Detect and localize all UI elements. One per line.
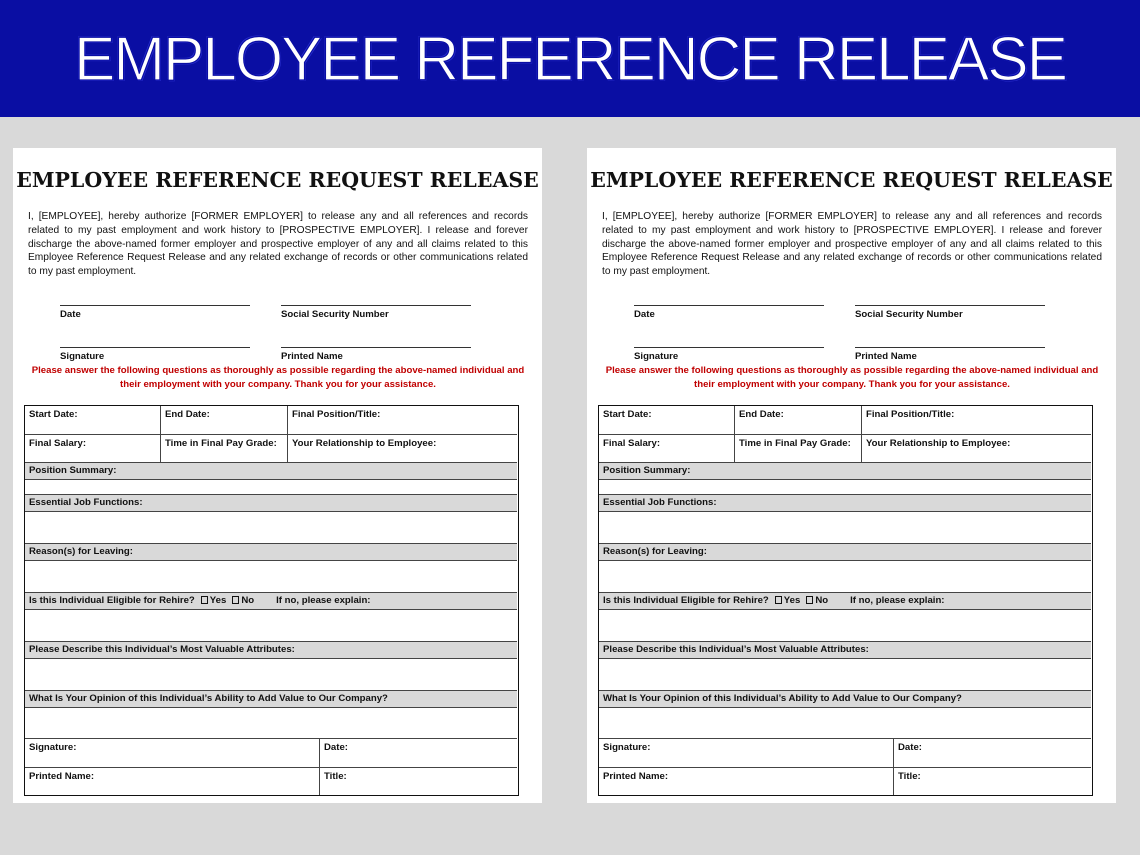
yes-label: Yes	[209, 595, 227, 606]
printed-name-field-label: Printed Name:	[603, 771, 669, 782]
signature-cell[interactable]	[25, 739, 319, 767]
yes-label: Yes	[783, 595, 801, 606]
reference-form-table	[598, 405, 1093, 796]
ssn-line[interactable]	[281, 305, 471, 306]
authorization-paragraph: I, [EMPLOYEE], hereby authorize [FORMER EMPLOYER] to release any and all references and records related to my past employment and work history to [PROSPECTIVE EMPLOYER]. I release and forever discharge the above-named former employer and prospective employer of any and all claims related to this Employee Reference Request Release and any related exchange of records or other communications related to my past employment.	[602, 211, 1102, 278]
position-summary-field[interactable]	[25, 480, 517, 495]
signature-field-label: Signature:	[603, 742, 651, 753]
relationship-label: Your Relationship to Employee:	[866, 438, 1011, 449]
start-date-label: Start Date:	[603, 409, 652, 420]
final-salary-cell[interactable]	[599, 435, 734, 462]
signature-line[interactable]	[60, 347, 250, 348]
date-line[interactable]	[60, 305, 250, 306]
ssn-label: Social Security Number	[281, 309, 389, 320]
date-cell[interactable]	[319, 739, 517, 767]
attributes-label: Please Describe this Individual’s Most Valuable Attributes:	[29, 644, 295, 655]
time-in-grade-label: Time in Final Pay Grade:	[739, 438, 851, 449]
position-summary-header	[599, 463, 1091, 480]
document-page-right	[587, 148, 1116, 803]
ssn-line[interactable]	[855, 305, 1045, 306]
end-date-cell[interactable]	[734, 406, 861, 434]
instruction-text: Please answer the following questions as thoroughly as possible regarding the above-named individual and their employment with your company. Thank you for your assistance.	[31, 365, 525, 390]
final-salary-cell[interactable]	[25, 435, 160, 462]
essential-functions-label: Essential Job Functions:	[29, 497, 143, 508]
reasons-leaving-field[interactable]	[599, 561, 1091, 593]
printed-name-label: Printed Name	[855, 351, 917, 362]
printed-name-cell[interactable]	[25, 768, 319, 795]
rehire-header	[599, 593, 1091, 610]
opinion-header	[25, 691, 517, 708]
essential-functions-field[interactable]	[599, 512, 1091, 544]
no-label: No	[815, 595, 829, 606]
final-salary-label: Final Salary:	[29, 438, 87, 449]
rehire-question	[29, 595, 371, 606]
opinion-header	[599, 691, 1091, 708]
attributes-label: Please Describe this Individual’s Most Valuable Attributes:	[603, 644, 869, 655]
reasons-leaving-field[interactable]	[25, 561, 517, 593]
rehire-question	[603, 595, 945, 606]
attributes-header	[25, 642, 517, 659]
attributes-field[interactable]	[599, 659, 1091, 691]
opinion-field[interactable]	[25, 708, 517, 739]
table-row	[25, 739, 517, 768]
printed-name-line[interactable]	[281, 347, 471, 348]
date-cell[interactable]	[893, 739, 1091, 767]
printed-name-label: Printed Name	[281, 351, 343, 362]
start-date-cell[interactable]	[25, 406, 160, 434]
document-title: EMPLOYEE REFERENCE REQUEST RELEASE	[590, 168, 1113, 192]
opinion-label: What Is Your Opinion of this Individual’s Ability to Add Value to Our Company?	[29, 693, 388, 704]
time-in-grade-cell[interactable]	[160, 435, 287, 462]
banner-title: EMPLOYEE REFERENCE RELEASE	[74, 25, 1066, 94]
end-date-cell[interactable]	[160, 406, 287, 434]
rehire-question-label: Is this Individual Eligible for Rehire?	[603, 595, 769, 606]
table-row	[599, 739, 1091, 768]
document-page-left	[13, 148, 542, 803]
position-summary-field[interactable]	[599, 480, 1091, 495]
signature-cell[interactable]	[599, 739, 893, 767]
explain-label: If no, please explain:	[276, 595, 371, 606]
printed-name-field-label: Printed Name:	[29, 771, 95, 782]
final-salary-label: Final Salary:	[603, 438, 661, 449]
reasons-leaving-label: Reason(s) for Leaving:	[603, 546, 707, 557]
no-checkbox[interactable]	[232, 596, 239, 604]
position-summary-header	[25, 463, 517, 480]
relationship-cell[interactable]	[287, 435, 517, 462]
title-field-label: Title:	[898, 771, 921, 782]
essential-functions-header	[599, 495, 1091, 512]
printed-name-line[interactable]	[855, 347, 1045, 348]
table-row	[599, 435, 1091, 463]
date-line[interactable]	[634, 305, 824, 306]
signature-line[interactable]	[634, 347, 824, 348]
no-checkbox[interactable]	[806, 596, 813, 604]
position-summary-label: Position Summary:	[29, 465, 117, 476]
opinion-field[interactable]	[599, 708, 1091, 739]
yes-checkbox[interactable]	[775, 596, 782, 604]
attributes-field[interactable]	[25, 659, 517, 691]
table-row	[25, 406, 517, 435]
final-position-label: Final Position/Title:	[292, 409, 381, 420]
relationship-label: Your Relationship to Employee:	[292, 438, 437, 449]
date-field-label: Date:	[898, 742, 922, 753]
end-date-label: End Date:	[739, 409, 784, 420]
explain-label: If no, please explain:	[850, 595, 945, 606]
end-date-label: End Date:	[165, 409, 210, 420]
signature-label: Signature	[634, 351, 679, 362]
date-field-label: Date:	[324, 742, 348, 753]
printed-name-cell[interactable]	[599, 768, 893, 795]
yes-checkbox[interactable]	[201, 596, 208, 604]
reasons-leaving-header	[599, 544, 1091, 561]
start-date-label: Start Date:	[29, 409, 78, 420]
reasons-leaving-header	[25, 544, 517, 561]
authorization-paragraph: I, [EMPLOYEE], hereby authorize [FORMER EMPLOYER] to release any and all references and records related to my past employment and work history to [PROSPECTIVE EMPLOYER]. I release and forever discharge the above-named former employer and prospective employer of any and all claims related to this Employee Reference Request Release and any related exchange of records or other communications related to my past employment.	[28, 211, 528, 278]
relationship-cell[interactable]	[861, 435, 1091, 462]
reasons-leaving-label: Reason(s) for Leaving:	[29, 546, 133, 557]
attributes-header	[599, 642, 1091, 659]
opinion-label: What Is Your Opinion of this Individual’s Ability to Add Value to Our Company?	[603, 693, 962, 704]
final-position-cell[interactable]	[287, 406, 517, 434]
signature-label: Signature	[60, 351, 105, 362]
rehire-explain-field[interactable]	[25, 610, 517, 642]
final-position-cell[interactable]	[861, 406, 1091, 434]
banner	[0, 0, 1140, 117]
final-position-label: Final Position/Title:	[866, 409, 955, 420]
date-label: Date	[60, 309, 81, 320]
no-label: No	[241, 595, 255, 606]
start-date-cell[interactable]	[599, 406, 734, 434]
title-cell[interactable]	[319, 768, 517, 795]
table-row	[25, 435, 517, 463]
rehire-question-label: Is this Individual Eligible for Rehire?	[29, 595, 195, 606]
signature-field-label: Signature:	[29, 742, 77, 753]
table-row	[599, 406, 1091, 435]
rehire-header	[25, 593, 517, 610]
table-row	[599, 768, 1091, 795]
time-in-grade-cell[interactable]	[734, 435, 861, 462]
essential-functions-field[interactable]	[25, 512, 517, 544]
position-summary-label: Position Summary:	[603, 465, 691, 476]
document-title: EMPLOYEE REFERENCE REQUEST RELEASE	[16, 168, 539, 192]
rehire-explain-field[interactable]	[599, 610, 1091, 642]
title-field-label: Title:	[324, 771, 347, 782]
table-row	[25, 768, 517, 795]
ssn-label: Social Security Number	[855, 309, 963, 320]
instruction-text: Please answer the following questions as thoroughly as possible regarding the above-named individual and their employment with your company. Thank you for your assistance.	[605, 365, 1099, 390]
title-cell[interactable]	[893, 768, 1091, 795]
essential-functions-header	[25, 495, 517, 512]
date-label: Date	[634, 309, 655, 320]
time-in-grade-label: Time in Final Pay Grade:	[165, 438, 277, 449]
reference-form-table	[24, 405, 519, 796]
essential-functions-label: Essential Job Functions:	[603, 497, 717, 508]
